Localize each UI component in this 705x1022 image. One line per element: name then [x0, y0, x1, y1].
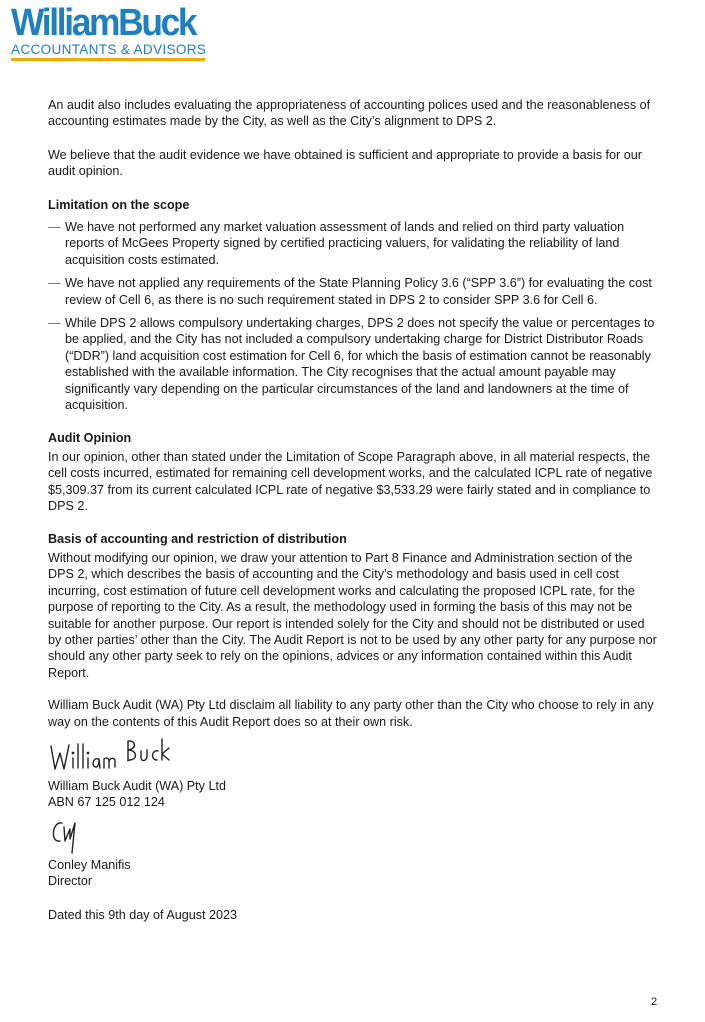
- firm-block: [48, 778, 658, 811]
- list-item: [48, 275, 658, 308]
- list-item: [48, 315, 658, 413]
- basis-section: [48, 531, 658, 682]
- dash-bullet-icon: —: [48, 276, 61, 291]
- limitation-item-3: While DPS 2 allows compulsory undertaking charges, DPS 2 does not specify the value or percentages to be applied, and the City has not included a compulsory undertaking charge for District Distributor Roads (“DDR”) land acquisition cost estimation for Cell 6, for which the basis of estimation cannot be reasonably established with the available information. The City recognises that the actual amount payable may significantly vary depending on the particular circumstances of the land and landowners at the time of acquisition.: [65, 316, 655, 413]
- firm-signature: [48, 736, 658, 776]
- document-body: [48, 97, 658, 940]
- basis-text: Without modifying our opinion, we draw your attention to Part 8 Finance and Administration section of the DPS 2, which describes the basis of accounting and the City’s methodology and basis used in cell cost incurring, cost estimation of future cell development works and calculating the proposed ICPL rate, for the purpose of reporting to the City. As a result, the methodology used in forming the basis of this may not be suitable for another purpose. Our report is intended solely for the City and should not be distributed or used by other parties’ other than the City. The Audit Report is not to be used by any other party for any purpose nor should any other party seek to rely on the opinions, advices or any information contained within this Audit Report.: [48, 550, 657, 680]
- limitation-section: [48, 197, 658, 414]
- basis-heading: Basis of accounting and restriction of distribution: [48, 531, 347, 546]
- list-item: [48, 219, 658, 268]
- dated-line: Dated this 9th day of August 2023: [48, 907, 238, 922]
- limitation-list: [48, 219, 658, 413]
- director-name: Conley Manifis: [48, 857, 131, 872]
- dash-bullet-icon: —: [48, 220, 61, 235]
- limitation-heading: Limitation on the scope: [48, 197, 190, 212]
- director-signature-icon: [48, 815, 108, 855]
- opinion-heading: Audit Opinion: [48, 430, 132, 445]
- director-signature: [48, 815, 658, 855]
- director-title: Director: [48, 874, 93, 889]
- limitation-item-1: We have not performed any market valuation assessment of lands and relied on third party valuation reports of McGees Property signed by certified practicing valuers, for validating the reliability of land acquisition costs estimated.: [65, 220, 625, 267]
- william-buck-logo: [11, 4, 209, 61]
- firm-name: William Buck Audit (WA) Pty Ltd: [48, 779, 226, 793]
- limitation-item-2: We have not applied any requirements of the State Planning Policy 3.6 (“SPP 3.6”) for evaluating the cost review of Cell 6, as there is no such requirement stated in DPS 2 to consider SPP 3.6 for Cell 6.: [65, 276, 652, 307]
- opinion-text: In our opinion, other than stated under the Limitation of Scope Paragraph above, in all material respects, the cell costs incurred, estimated for remaining cell development works, and the calculated ICPL rate of negative $5,309.37 from its current calculated ICPL rate of negative $3,533.29 were fairly stated and in compliance to DPS 2.: [48, 449, 653, 514]
- dash-bullet-icon: —: [48, 316, 61, 331]
- disclaimer-paragraph: William Buck Audit (WA) Pty Ltd disclaim all liability to any party other than the City who choose to rely in any way on the contents of this Audit Report does so at their own risk.: [48, 698, 654, 729]
- logo-underline: [11, 58, 205, 61]
- intro-paragraph-1: An audit also includes evaluating the appropriateness of accounting polices used and the reasonableness of accounting estimates made by the City, as well as the City’s alignment to DPS 2.: [48, 98, 651, 129]
- firm-signature-icon: [48, 736, 178, 776]
- opinion-section: [48, 430, 658, 515]
- intro-paragraph-2: We believe that the audit evidence we have obtained is sufficient and appropriate to provide a basis for our audit opinion.: [48, 147, 642, 179]
- logo-tagline: ACCOUNTANTS & ADVISORS: [11, 42, 207, 57]
- firm-abn: ABN 67 125 012 124: [48, 795, 165, 810]
- logo-wordmark: WilliamBuck: [11, 2, 196, 44]
- page-number: 2: [651, 996, 658, 1008]
- director-block: [48, 857, 658, 890]
